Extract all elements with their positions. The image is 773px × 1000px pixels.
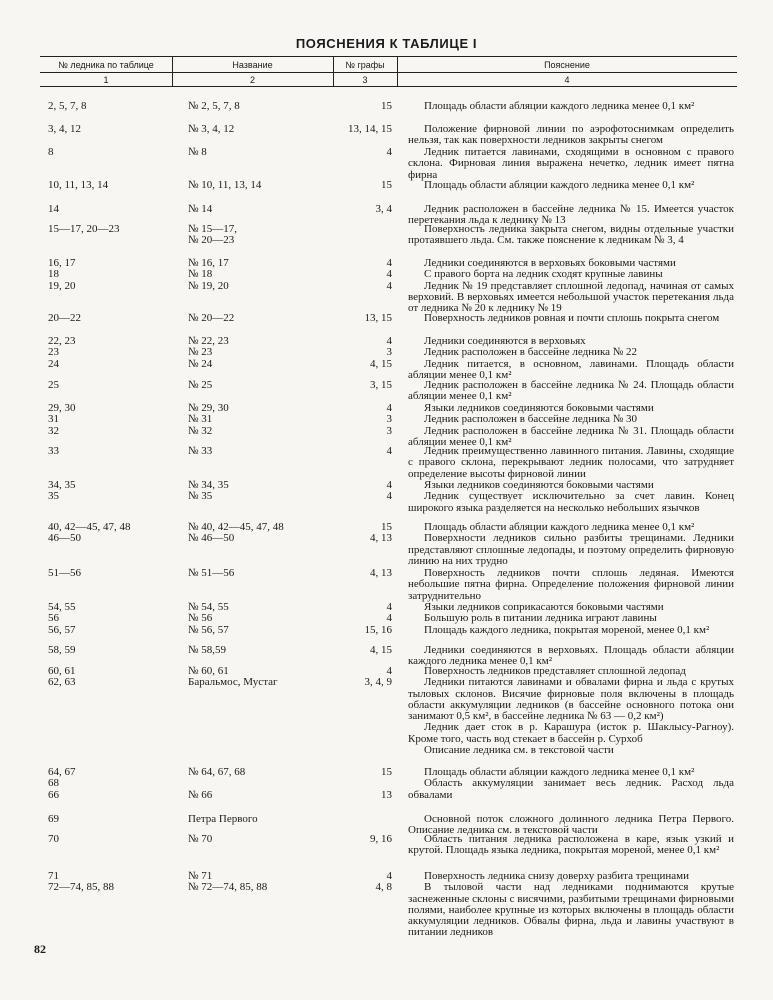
explanation-text: Большую роль в питании ледника играют лавины	[424, 612, 657, 625]
column-number-cell: 4, 15	[370, 644, 392, 656]
explanation-cell	[408, 180, 734, 191]
glacier-number-cell: 15—17, 20—23	[48, 223, 120, 235]
explanation-cell	[408, 480, 734, 514]
column-number-cell: 4, 13	[370, 567, 392, 579]
explanation-cell	[408, 767, 734, 801]
glacier-name-cell: № 10, 11, 13, 14	[188, 179, 262, 191]
explanation-text: Поверхность ледников ровная и почти сплошь покрыта снегом	[424, 312, 720, 324]
column-number-cell: 15 13	[381, 766, 392, 801]
glacier-name-cell: № 16, 17 № 18 № 19, 20	[188, 257, 229, 292]
column-number-cell: 13, 15	[364, 312, 392, 324]
glacier-number-cell: 70	[48, 833, 59, 845]
glacier-name-cell: № 22, 23 № 23 № 24	[188, 335, 229, 370]
glacier-name-cell: № 25	[188, 379, 213, 391]
explanation-text: Языки ледников соприкасаются боковыми частями	[424, 601, 664, 613]
explanation-cell	[408, 403, 734, 448]
explanation-cell	[408, 871, 734, 939]
explanation-text: Ледник преимущественно лавинного питания. Лавины, сходящие с правого склона, перекрывают ледник полосами, что затрудняет определение высоты фирновой линии	[408, 445, 734, 480]
glacier-name-cell: № 64, 67, 68 № 66	[188, 766, 246, 801]
explanation-text: Ледник расположен в бассейне ледника № 24. Площадь области абляции менее 0,1 км²	[408, 379, 734, 403]
explanation-cell	[408, 336, 734, 381]
column-number-cell: 4 3, 4, 9	[364, 665, 392, 689]
page-title: ПОЯСНЕНИЯ К ТАБЛИЦЕ I	[295, 36, 478, 51]
explanation-text: Область питания ледника расположена в каре, язык узкий и крутой. Площадь языка ледника, покрытая мореной, менее 0,1 км²	[408, 833, 734, 857]
header-explanation: Пояснение	[544, 60, 590, 70]
glacier-number-cell: 25	[48, 379, 59, 391]
column-number-cell: 4 4 15, 16	[364, 601, 392, 636]
explanation-cell	[408, 224, 734, 247]
page-number: 82	[34, 942, 46, 956]
explanation-cell	[408, 834, 734, 857]
glacier-number-cell: 34, 35 35	[48, 479, 76, 503]
glacier-name-cell: № 34, 35 № 35	[188, 479, 229, 503]
glacier-number-cell: 58, 59	[48, 644, 76, 656]
glacier-name-cell: Петра Первого	[188, 813, 258, 825]
explanation-text: Ледники соединяются в верховьях боковыми частями	[424, 257, 676, 269]
glacier-name-cell: № 15—17, № 20—23	[188, 223, 237, 247]
explanation-text: Ледник расположен в бассейне ледника № 30	[424, 413, 638, 426]
explanation-text: Ледник существует исключительно за счет лавин. Конец широкого языка разделяется на несколько небольших язычков	[408, 490, 734, 514]
explanation-text: Площадь области абляции каждого ледника менее 0,1 км²	[424, 766, 695, 778]
explanation-text: Поверхность ледников почти сплошь ледяная. Имеются небольшие пятна фирна. Определение положения фирновой линии затруднительно	[408, 567, 734, 602]
explanation-cell	[408, 147, 734, 181]
glacier-name-cell: № 33	[188, 445, 213, 457]
explanation-text: С правого борта на ледник сходят крупные лавины	[424, 268, 663, 281]
glacier-number-cell: 51—56	[48, 567, 81, 579]
glacier-number-cell: 20—22	[48, 312, 81, 324]
glacier-name-cell: № 70	[188, 833, 213, 845]
column-number-cell: 9, 16	[370, 833, 392, 845]
column-number-cell: 3, 15	[370, 379, 392, 391]
explanation-text: Ледник расположен в бассейне ледника № 15. Имеется участок перетекания льда к леднику № 13	[408, 203, 734, 227]
column-number-cell: 4	[386, 445, 392, 457]
column-number-cell: 13, 14, 15	[348, 123, 392, 135]
glacier-name-cell: № 51—56	[188, 567, 235, 579]
column-number-cell: 4 3 3	[386, 402, 392, 437]
glacier-name-cell: № 8	[188, 146, 207, 158]
explanation-text: Ледник питается, в основном, лавинами. Площадь области абляции менее 0,1 км²	[408, 357, 734, 381]
table-top-rule	[40, 56, 737, 57]
header-index-2: 2	[249, 75, 255, 85]
glacier-name-cell: № 54, 55 № 56 № 56, 57	[188, 601, 229, 636]
column-number-cell: 3, 4	[375, 203, 392, 215]
explanation-cell	[408, 313, 734, 324]
explanation-cell	[408, 522, 734, 567]
glacier-number-cell: 64, 67 68 66	[48, 766, 76, 801]
explanation-text: Ледники соединяются в верховьях. Площадь области абляции каждого ледника менее 0,1 км²	[408, 644, 734, 668]
explanation-text: Ледники питаются лавинами и обвалами фирна и льда с крутых тыловых склонов. Висячие фирновые поля включены в площадь области аккумуляции ледников (в бассейне основного потока они занимают 0,5 км², в бассейне ледника № 63 — 0,2 км²)	[408, 676, 734, 723]
glacier-number-cell: 71 72—74, 85, 88	[48, 870, 114, 894]
column-number-cell: 4 4, 8	[375, 870, 392, 894]
header-column-number: № графы	[345, 60, 385, 70]
explanation-text: Ледник питается лавинами, сходящими в основном с правого склона. Фирновая линия выражена нечетко, ледник имеет пятна фирна	[408, 146, 734, 181]
explanation-cell	[408, 101, 734, 112]
explanation-text: Поверхность ледников представляет сплошной ледопад	[424, 665, 686, 677]
glacier-name-cell: № 29, 30 № 31 № 32	[188, 402, 229, 437]
explanation-text: Ледник дает сток в р. Карашура (исток р. Шаклысу-Рагноу). Кроме того, часть вод стекает в бассейн р. Сурхоб	[408, 721, 734, 745]
column-number-cell: 4 4 4	[386, 257, 392, 292]
header-index-4: 4	[564, 75, 570, 85]
explanation-text: Языки ледников соединяются боковыми частями	[424, 479, 654, 491]
column-number-cell: 4 3 4, 15	[370, 335, 392, 370]
header-index-3: 3	[362, 75, 368, 85]
glacier-number-cell: 8	[48, 146, 54, 158]
glacier-number-cell: 69	[48, 813, 59, 825]
explanation-text: Площадь области абляции каждого ледника менее 0,1 км²	[424, 100, 695, 112]
header-index-1: 1	[103, 75, 109, 85]
explanation-cell	[408, 124, 734, 147]
explanation-text: Ледники соединяются в верховьях	[424, 335, 586, 347]
header-mid-rule	[40, 72, 737, 73]
explanation-text: Площадь каждого ледника, покрытая мореной, менее 0,1 км²	[424, 623, 710, 636]
glacier-name-cell: № 3, 4, 12	[188, 123, 235, 135]
glacier-name-cell: № 40, 42—45, 47, 48 № 46—50	[188, 521, 284, 545]
explanation-cell	[408, 258, 734, 314]
glacier-number-cell: 2, 5, 7, 8	[48, 100, 87, 112]
glacier-number-cell: 3, 4, 12	[48, 123, 81, 135]
glacier-number-cell: 40, 42—45, 47, 48 46—50	[48, 521, 131, 545]
glacier-number-cell: 29, 30 31 32	[48, 402, 76, 437]
explanation-text: Ледник № 19 представляет сплошной ледопад, начиная от самых верховий. В верховьях имеется небольшой участок перетекания льда от ледника № 20 к леднику № 19	[408, 279, 734, 315]
explanation-text: Площадь области абляции каждого ледника менее 0,1 км²	[424, 179, 695, 191]
glacier-name-cell: № 71 № 72—74, 85, 88	[188, 870, 268, 894]
glacier-name-cell: № 20—22	[188, 312, 235, 324]
explanation-text: Ледник расположен в бассейне ледника № 22	[424, 346, 638, 359]
explanation-text: Площадь области абляции каждого ледника менее 0,1 км²	[424, 521, 695, 533]
glacier-number-cell: 16, 17 18 19, 20	[48, 257, 76, 292]
column-number-cell: 15 4, 13	[370, 521, 392, 545]
column-number-cell: 4	[386, 146, 392, 158]
explanation-text: Поверхность ледника закрыта снегом, видны отдельные участки протаявшего льда. См. также пояснение к ледникам № 3, 4	[408, 223, 734, 247]
glacier-number-cell: 14	[48, 203, 59, 215]
glacier-number-cell: 22, 23 23 24	[48, 335, 76, 370]
glacier-number-cell: 60, 61 62, 63	[48, 665, 76, 689]
explanation-cell	[408, 446, 734, 480]
explanation-cell	[408, 602, 734, 636]
explanation-text: Языки ледников соединяются боковыми частями	[424, 402, 654, 414]
explanation-text: В тыловой части над ледниками поднимаются крутые заснеженные склоны с висячими, разбитыми трещинами фирновыми полями, наиболее крупные из которых включены в площадь области аккумуляции ледников. Обвалы фирна, льда и лавины участвуют в питании ледников	[408, 881, 734, 939]
column-number-cell: 15	[381, 179, 392, 191]
header-glacier-number: № ледника по таблице	[58, 60, 154, 70]
explanation-cell	[408, 380, 734, 403]
column-number-cell: 15	[381, 100, 392, 112]
explanation-text: Поверхность ледника снизу доверху разбита трещинами	[424, 870, 690, 882]
explanation-text: Область аккумуляции занимает весь ледник. Расход льда обвалами	[408, 777, 734, 801]
explanation-text: Основной поток сложного долинного ледника Петра Первого. Описание ледника см. в текстовой части	[408, 813, 734, 837]
header-name: Название	[232, 60, 273, 70]
explanation-text: Описание ледника см. в текстовой части	[424, 744, 614, 757]
glacier-name-cell: № 2, 5, 7, 8	[188, 100, 240, 112]
explanation-cell	[408, 568, 734, 602]
glacier-number-cell: 54, 55 56 56, 57	[48, 601, 76, 636]
glacier-name-cell: № 14	[188, 203, 213, 215]
header-bottom-rule	[40, 86, 737, 87]
glacier-name-cell: № 58,59	[188, 644, 226, 656]
column-number-cell: 4 4	[386, 479, 392, 503]
explanation-text: Ледник расположен в бассейне ледника № 31. Площадь области абляции менее 0,1 км²	[408, 424, 734, 448]
explanation-text: Положение фирновой линии по аэрофотоснимкам определить нельзя, так как поверхности ледников закрыты снегом	[408, 123, 734, 147]
explanation-text: Поверхности ледников сильно разбиты трещинами. Ледники представляют сплошные ледопады, и поэтому определить фирновую линию на них трудно	[408, 532, 734, 567]
explanation-cell	[408, 666, 734, 756]
glacier-number-cell: 10, 11, 13, 14	[48, 179, 109, 191]
glacier-number-cell: 33	[48, 445, 59, 457]
glacier-name-cell: № 60, 61 Баральмос, Мустаг	[188, 665, 278, 689]
